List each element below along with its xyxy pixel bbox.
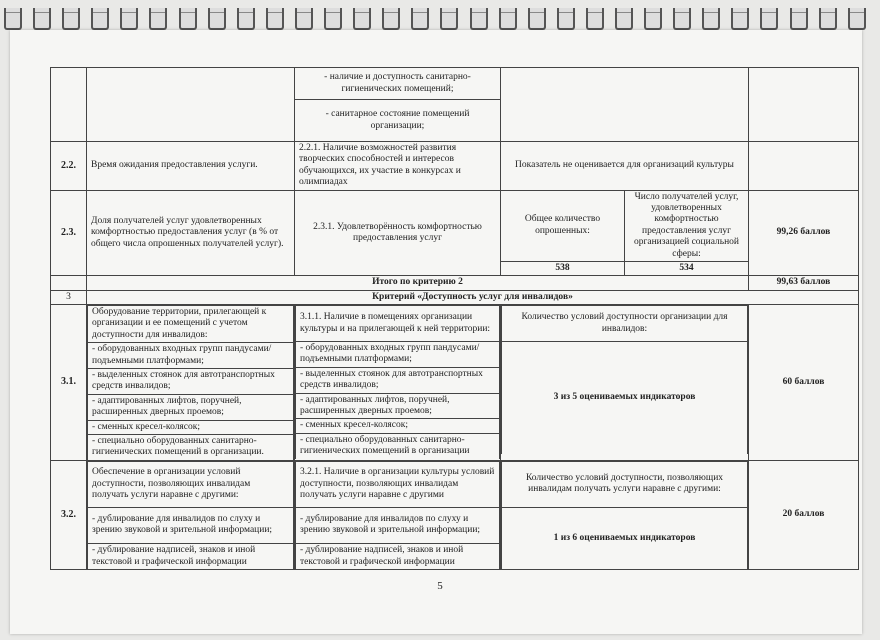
list-item: - оборудованных входных групп пандусами/подъемными платформами; [88,343,294,369]
row-number: 2.2. [51,142,87,191]
table-row [51,290,859,304]
table-row [51,68,859,100]
list-item: - дублирование для инвалидов по слуху и зрению звуковой и зрительной информации; [88,507,294,543]
binding-ring-icon [295,8,313,30]
satisfied-count-value: 534 [625,261,749,275]
binding-ring-icon [528,8,546,30]
indicator-cell: 2.2.1. Наличие возможностей развития творческих способностей и интересов обучающихся, их участие в конкурсах и олимпиадах [295,142,501,191]
value-cell: 3 из 5 оцениваемых индикаторов [502,342,748,454]
criterion-name: Время ожидания предоставления услуги. [87,142,295,191]
binding-ring-icon [760,8,778,30]
score-cell: 60 баллов [749,305,859,461]
binding-ring-icon [324,8,342,30]
binding-ring-icon [557,8,575,30]
binding-ring-icon [382,8,400,30]
binding-ring-icon [149,8,167,30]
binding-ring-icon [848,8,866,30]
list-item: - сменных кресел-колясок; [88,420,294,434]
criterion-title: Критерий «Доступность услуг для инвалидов» [87,290,859,304]
surveyed-total-value: 538 [501,261,625,275]
binding-ring-icon [615,8,633,30]
surveyed-total-label: Общее количество опрошенных: [501,190,625,261]
value-heading: Количество условий доступности, позволяющих инвалидам получать услуги наравне с другими: [502,461,748,507]
list-item: Оборудование территории, прилегающей к организации и ее помещений с учетом доступности для инвалидов: [88,306,294,343]
binding-ring-icon [644,8,662,30]
criterion-list [87,460,295,570]
binding-ring-icon [731,8,749,30]
binding-ring-icon [470,8,488,30]
criterion-total-label: Итого по критерию 2 [87,276,749,290]
table-row [51,190,859,261]
binding-ring-icon [266,8,284,30]
binding-ring-icon [62,8,80,30]
binding-ring-icon [819,8,837,30]
list-item: - дублирование надписей, знаков и иной текстовой и графической информации [88,543,294,569]
binding-ring-icon [179,8,197,30]
list-item: - адаптированных лифтов, поручней, расширенных дверных проемов; [88,394,294,420]
value-heading: Количество условий доступности организации для инвалидов: [502,306,748,342]
binding-ring-icon [208,8,226,30]
indicator-cell: 2.3.1. Удовлетворённость комфортностью предоставления услуг [295,190,501,276]
list-item: - выделенных стоянок для автотранспортных средств инвалидов; [296,367,500,393]
score-cell: 20 баллов [749,460,859,570]
binding-ring-icon [120,8,138,30]
binding-ring-icon [4,8,22,30]
list-item: - выделенных стоянок для автотранспортных средств инвалидов; [88,369,294,395]
list-item: 3.1.1. Наличие в помещениях организации культуры и на прилегающей к ней территории: [296,306,500,342]
row-number: 3.2. [51,460,87,570]
value-block [501,460,749,570]
criterion-name: Доля получателей услуг удовлетворенных комфортностью предоставления услуг (в % от общего числа опрошенных получателей услуг). [87,190,295,276]
list-item: - адаптированных лифтов, поручней, расширенных дверных проемов; [296,393,500,419]
value-cell: Показатель не оценивается для организаций культуры [501,142,749,191]
list-item: - оборудованных входных групп пандусами/подъемными платформами; [296,342,500,368]
binding-ring-icon [411,8,429,30]
indicator-cell: - санитарное состояние помещений организации; [295,100,501,142]
page-number: 5 [437,580,443,592]
criterion-list [87,305,295,461]
binding-ring-icon [91,8,109,30]
row-number: 2.3. [51,190,87,276]
binding-ring-icon [499,8,517,30]
binding-ring-icon [586,8,604,30]
list-item: - специально оборудованных санитарно-гигиенических помещений в организации. [88,434,294,459]
table-row [51,460,859,570]
binding-ring-icon [440,8,458,30]
row-number: 3.1. [51,305,87,461]
criterion-total-score: 99,63 баллов [749,276,859,290]
list-item: Обеспечение в организации условий доступности, позволяющих инвалидам получать услуги наравне с другими: [88,461,294,507]
binding-ring-icon [673,8,691,30]
list-item: 3.2.1. Наличие в организации культуры условий доступности, позволяющих инвалидам получать услуги наравне с другими [296,461,500,507]
indicator-list [295,460,501,570]
indicator-list [295,305,501,461]
binding-ring-icon [33,8,51,30]
binding-ring-icon [237,8,255,30]
list-item: - специально оборудованных санитарно-гигиенических помещений в организации [296,433,500,458]
criterion-number: 3 [51,290,87,304]
list-item: - сменных кресел-колясок; [296,419,500,433]
table-row [51,142,859,191]
indicator-cell: - наличие и доступность санитарно-гигиенических помещений; [295,68,501,100]
binding-ring-icon [353,8,371,30]
binding-ring-icon [790,8,808,30]
table-row [51,276,859,290]
list-item: - дублирование надписей, знаков и иной текстовой и графической информации [296,543,500,569]
value-block [501,305,749,461]
binding-ring-icon [702,8,720,30]
list-item: - дублирование для инвалидов по слуху и зрению звуковой и зрительной информации; [296,507,500,543]
evaluation-table [50,67,859,570]
score-cell: 99,26 баллов [749,190,859,276]
satisfied-count-label: Число получателей услуг, удовлетворенных комфортностью предоставления услуг организацией социальной сферы: [625,190,749,261]
table-row [51,305,859,461]
value-cell: 1 из 6 оцениваемых индикаторов [502,507,748,569]
